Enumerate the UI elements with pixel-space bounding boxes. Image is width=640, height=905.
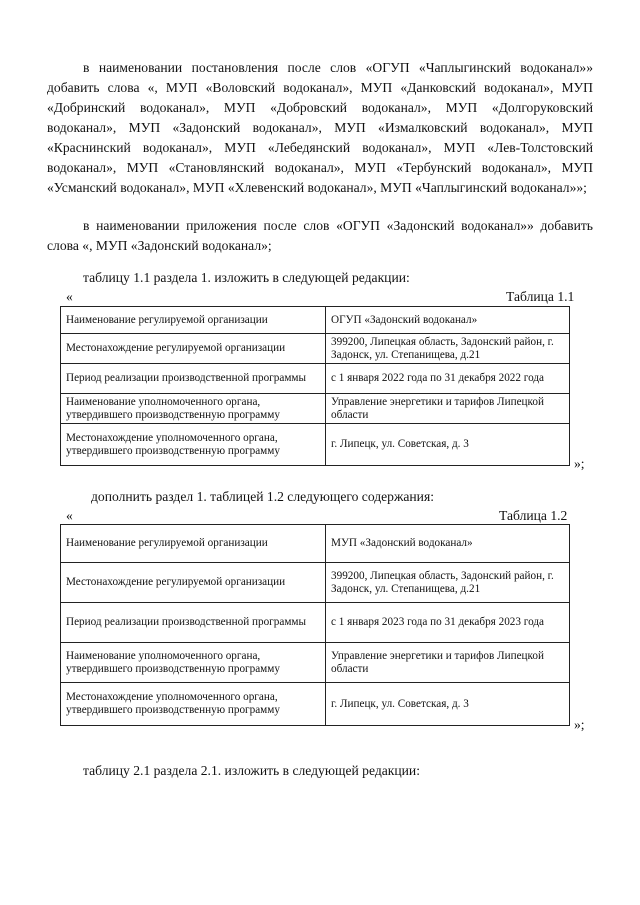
table-cell: МУП «Задонский водоканал» bbox=[326, 525, 570, 563]
table-1-2-close-mark: »; bbox=[574, 717, 585, 732]
table-row bbox=[61, 525, 570, 563]
table-cell: Наименование регулируемой организации bbox=[61, 307, 326, 334]
table-1-1-open-quote: « bbox=[66, 289, 73, 304]
table-row bbox=[61, 683, 570, 726]
table-cell: г. Липецк, ул. Советская, д. 3 bbox=[326, 683, 570, 726]
table-row bbox=[61, 643, 570, 683]
table-cell: Местонахождение уполномоченного органа, утвердившего производственную программу bbox=[61, 683, 326, 726]
table-cell: 399200, Липецкая область, Задонский район, г. Задонск, ул. Степанищева, д.21 bbox=[326, 563, 570, 603]
table-cell: с 1 января 2023 года по 31 декабря 2023 года bbox=[326, 603, 570, 643]
table-1-1 bbox=[60, 306, 570, 466]
table-cell: Местонахождение регулируемой организации bbox=[61, 563, 326, 603]
table-row bbox=[61, 603, 570, 643]
table-row bbox=[61, 563, 570, 603]
table-cell: Наименование уполномоченного органа, утвердившего производственную программу bbox=[61, 394, 326, 424]
table-cell: Местонахождение регулируемой организации bbox=[61, 334, 326, 364]
table-row bbox=[61, 424, 570, 466]
paragraph-rename-appendix: в наименовании приложения после слов «ОГУП «Задонский водоканал»» добавить слова «, МУП «Задонский водоканал»; bbox=[47, 218, 593, 253]
paragraph-table-2-1-intro: таблицу 2.1 раздела 2.1. изложить в следующей редакции: bbox=[83, 763, 420, 778]
paragraph-table-1-2-intro: дополнить раздел 1. таблицей 1.2 следующего содержания: bbox=[91, 489, 434, 504]
table-cell: Управление энергетики и тарифов Липецкой области bbox=[326, 643, 570, 683]
table-cell: 399200, Липецкая область, Задонский район, г. Задонск, ул. Степанищева, д.21 bbox=[326, 334, 570, 364]
table-cell: Местонахождение уполномоченного органа, утвердившего производственную программу bbox=[61, 424, 326, 466]
table-1-2-title: Таблица 1.2 bbox=[499, 508, 568, 523]
table-row bbox=[61, 307, 570, 334]
table-cell: Наименование регулируемой организации bbox=[61, 525, 326, 563]
table-cell: с 1 января 2022 года по 31 декабря 2022 года bbox=[326, 364, 570, 394]
table-cell: ОГУП «Задонский водоканал» bbox=[326, 307, 570, 334]
table-1-1-close-mark: »; bbox=[574, 456, 585, 471]
paragraph-rename-resolution: в наименовании постановления после слов «ОГУП «Чаплыгинский водоканал»» добавить слова «, МУП «Воловский водоканал», МУП «Данковский водоканал», МУП «Добринский водоканал», МУП «Добровский водоканал», МУП «Долгоруковский водоканал», МУП «Задонский водоканал», МУП «Измалковский водоканал», МУП «Краснинский водоканал», МУП «Лебедянский водоканал», МУП «Лев-Толстовский водоканал», МУП «Становлянский водоканал», МУП «Тербунский водоканал», МУП «Усманский водоканал», МУП «Хлевенский водоканал», МУП «Чаплыгинский водоканал»»; bbox=[47, 60, 593, 195]
table-1-2-open-quote: « bbox=[66, 508, 73, 523]
table-cell: Период реализации производственной программы bbox=[61, 603, 326, 643]
table-row bbox=[61, 364, 570, 394]
table-row bbox=[61, 334, 570, 364]
table-cell: г. Липецк, ул. Советская, д. 3 bbox=[326, 424, 570, 466]
paragraph-table-1-1-intro: таблицу 1.1 раздела 1. изложить в следующей редакции: bbox=[83, 270, 410, 285]
table-cell: Управление энергетики и тарифов Липецкой области bbox=[326, 394, 570, 424]
table-1-1-title: Таблица 1.1 bbox=[506, 289, 575, 304]
table-cell: Период реализации производственной программы bbox=[61, 364, 326, 394]
table-row bbox=[61, 394, 570, 424]
table-cell: Наименование уполномоченного органа, утвердившего производственную программу bbox=[61, 643, 326, 683]
table-1-2 bbox=[60, 524, 570, 726]
